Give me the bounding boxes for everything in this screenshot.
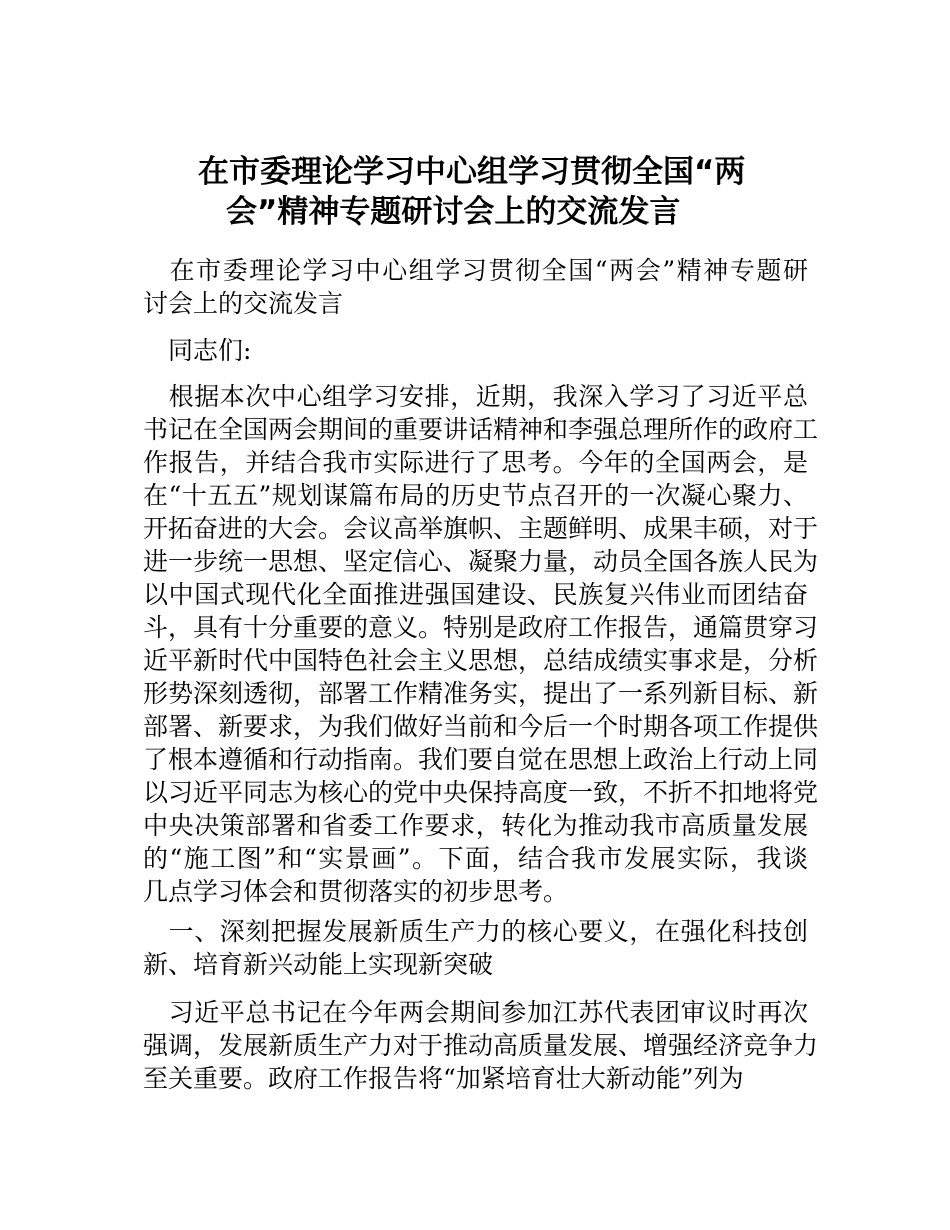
text-line: 在市委理论学习中心组学习贯彻全国“两会”精神专题研 [143,256,808,285]
text-line: 讨会上的交流发言 [143,289,344,318]
text-line: 强调，发展新质生产力对于推动高质量发展、增强经济竞争力 [143,1031,819,1060]
subtitle-paragraph [143,254,808,320]
text-line: 形势深刻透彻，部署工作精准务实，提出了一系列新目标、新 [143,679,819,708]
text-line: 进一步统一思想、坚定信心、凝聚力量，动员全国各族人民为 [143,547,819,576]
text-line: 根据本次中心组学习安排，近期，我深入学习了习近平总 [143,382,808,411]
text-line: 一、深刻把握发展新质生产力的核心要义，在强化科技创 [143,917,808,946]
text-line: 的“施工图”和“实景画”。下面，结合我市发展实际，我谈 [143,844,808,873]
text-line: 以习近平同志为核心的党中央保持高度一致，不折不扣地将党 [143,778,819,807]
body-paragraph [143,996,819,1095]
text-line: 几点学习体会和贯彻落实的初步思考。 [143,877,569,906]
text-line: 部署、新要求，为我们做好当前和今后一个时期各项工作提供 [143,712,819,741]
text-line: 至关重要。政府工作报告将“加紧培育壮大新动能”列为 [143,1064,744,1093]
text-line: 习近平总书记在今年两会期间参加江苏代表团审议时再次 [143,998,808,1027]
text-line: 同志们: [143,336,252,365]
text-line: 作报告，并结合我市实际进行了思考。今年的全国两会，是 [143,448,808,477]
section-heading [143,915,808,981]
text-line: 斗，具有十分重要的意义。特别是政府工作报告，通篇贯穿习 [143,613,819,642]
text-line: 书记在全国两会期间的重要讲话精神和李强总理所作的政府工 [143,415,819,444]
greeting-paragraph [143,334,808,367]
text-line: 新、培育新兴动能上实现新突破 [143,950,494,979]
body-paragraph [143,380,819,908]
text-line: 以中国式现代化全面推进强国建设、民族复兴伟业而团结奋 [143,580,808,609]
text-line: 了根本遵循和行动指南。我们要自觉在思想上政治上行动上同 [143,745,819,774]
document-title-line-2: 会”精神专题研讨会上的交流发言 [226,194,681,230]
text-line: 近平新时代中国特色社会主义思想，总结成绩实事求是，分析 [143,646,819,675]
text-line: 在“十五五”规划谋篇布局的历史节点召开的一次凝心聚力、 [143,481,808,510]
document-title-line-1: 在市委理论学习中心组学习贯彻全国“两 [198,154,746,190]
text-line: 中央决策部署和省委工作要求，转化为推动我市高质量发展 [143,811,808,840]
text-line: 开拓奋进的大会。会议高举旗帜、主题鲜明、成果丰硕，对于 [143,514,819,543]
